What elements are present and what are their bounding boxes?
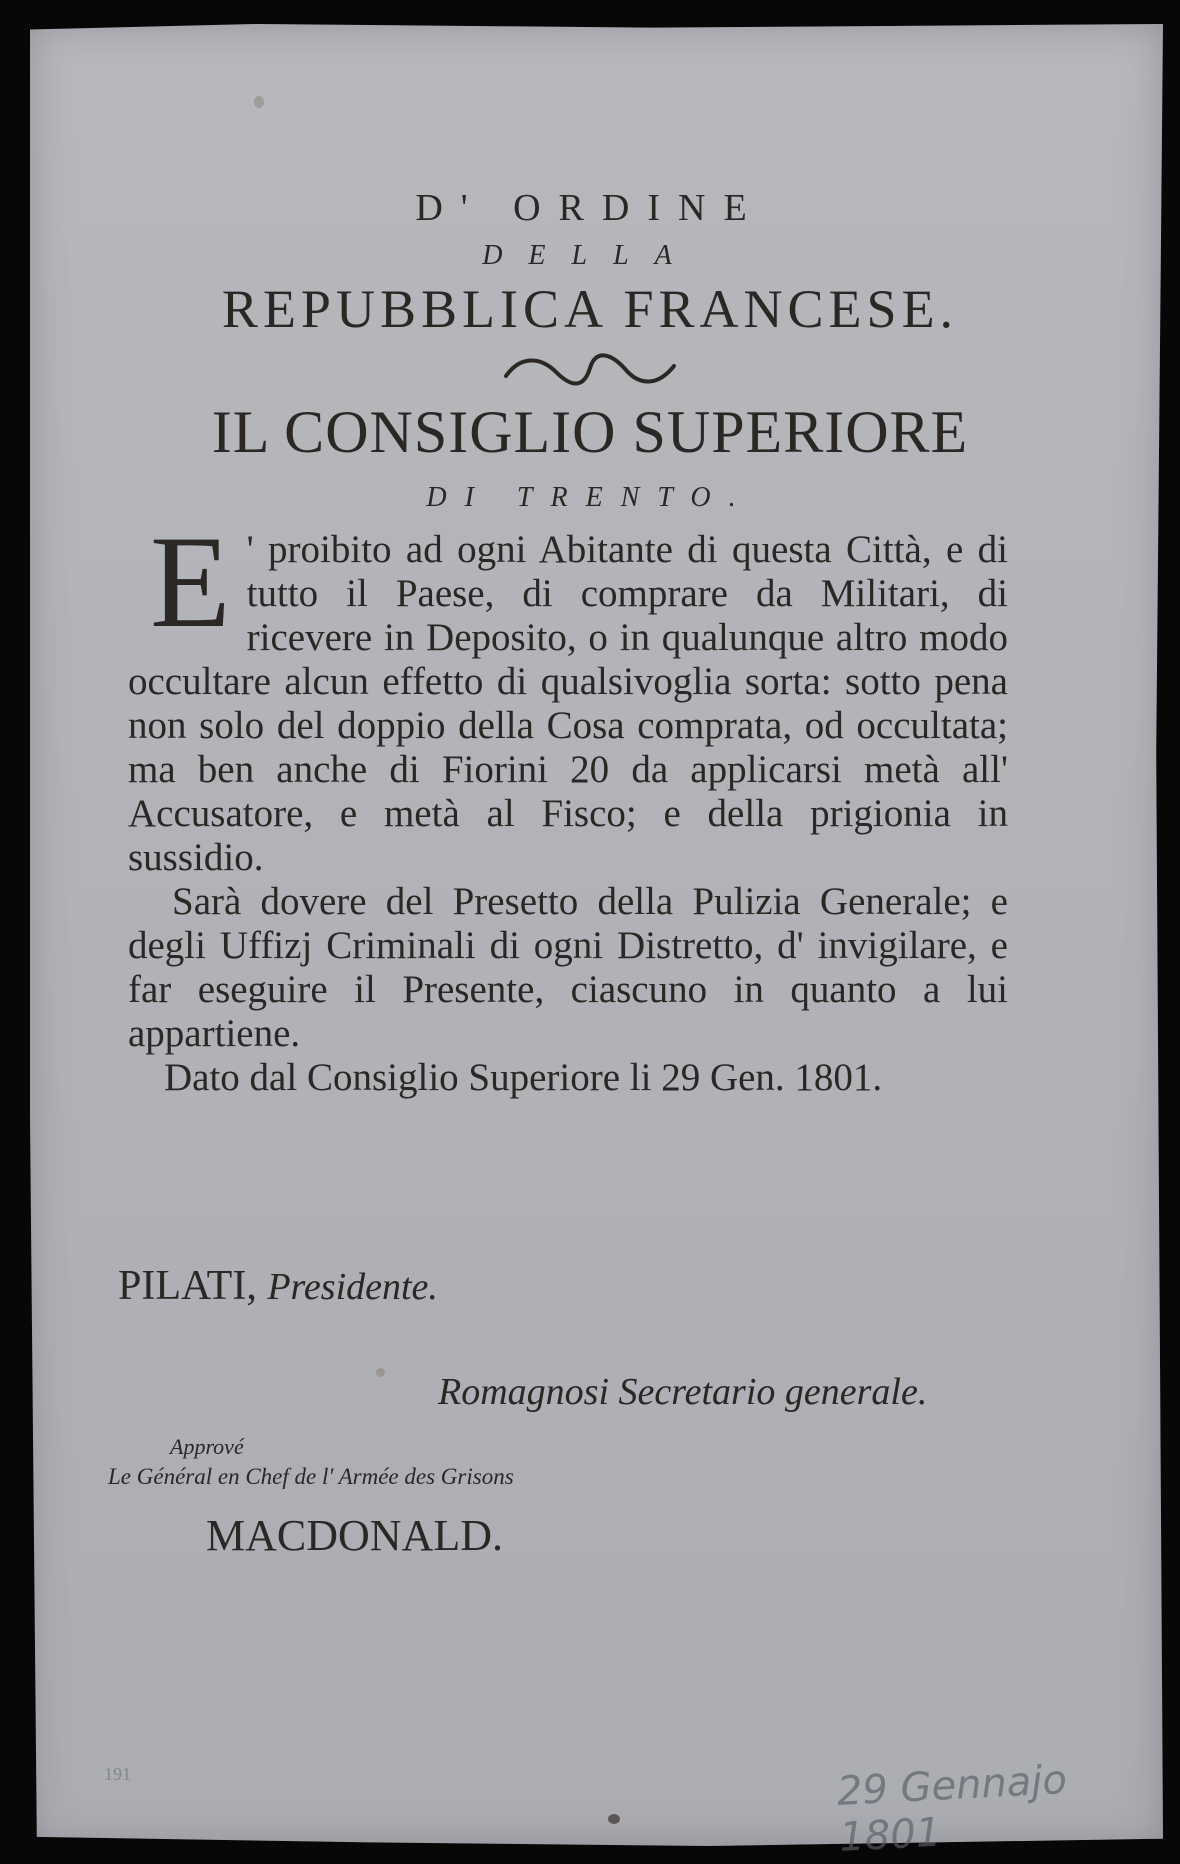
decree-paragraph-2: Sarà dovere del Presetto della Pulizia Generale; e degli Uffizj Criminali di ogni Distretto, d' invigilare, e far eseguire il Presente, ciascuno in quanto a lui appartiene. bbox=[128, 880, 1008, 1055]
heading-council: IL CONSIGLIO SUPERIORE bbox=[211, 399, 969, 465]
heading-order: D' ORDINE bbox=[415, 187, 765, 229]
president-signature bbox=[118, 1262, 438, 1310]
general-title: Le Général en Chef de l' Armée des Grisons bbox=[108, 1464, 514, 1489]
decree-body bbox=[128, 508, 1008, 1100]
pencil-date-note: 29 Gennajo 1801 bbox=[835, 1756, 1068, 1861]
president-name: PILATI, bbox=[118, 1263, 257, 1309]
approval-label: Apprové bbox=[170, 1434, 244, 1459]
secretary-signature: Romagnosi Secretario generale. bbox=[438, 1371, 928, 1413]
decree-date-line: Dato dal Consiglio Superiore li 29 Gen. 1801. bbox=[164, 1056, 883, 1099]
folio-mark: 191 bbox=[104, 1764, 131, 1784]
paper-stain bbox=[608, 1814, 620, 1824]
paper-stain bbox=[376, 1368, 385, 1377]
heading-republic: REPUBBLICA FRANCESE. bbox=[221, 279, 959, 339]
drop-cap: E bbox=[150, 508, 231, 655]
decree-paragraph-1 bbox=[128, 508, 1008, 880]
ornament-flourish bbox=[500, 352, 680, 388]
paragraph-1-text: ' proibito ad ogni Abitante di questa Città, e di tutto il Paese, di comprare da Militari, di ricevere in Deposito, o in qualunque altro modo occultare alcun effetto di qualsivoglia sorta: sotto pena non solo del doppio della Cosa comprata, od occultata; ma ben anche di Fiorini 20 da applicarsi metà all' Accusatore, e metà al Fisco; e della prigionia in sussidio. bbox=[128, 528, 1008, 879]
general-name: MACDONALD. bbox=[206, 1511, 503, 1560]
president-title: Presidente. bbox=[267, 1266, 438, 1308]
heading-della: DELLA bbox=[482, 240, 698, 271]
heading-trento: DI TRENTO. bbox=[426, 482, 754, 513]
paper-stain bbox=[254, 96, 264, 108]
